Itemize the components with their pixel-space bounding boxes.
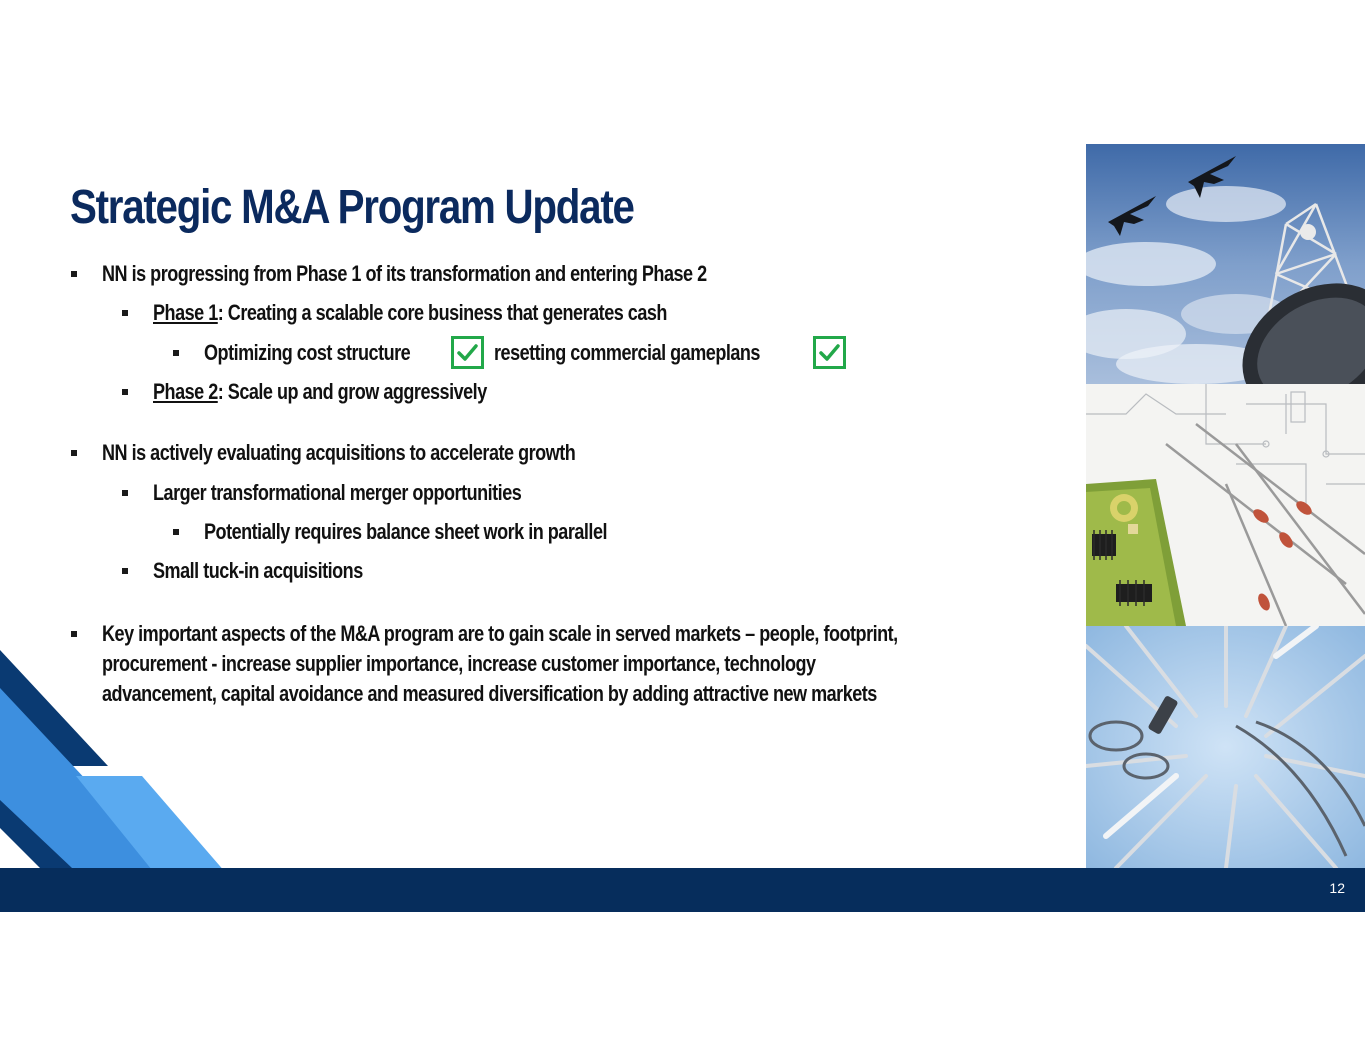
footer-bar bbox=[0, 868, 1365, 912]
checkbox-checked-icon bbox=[813, 336, 846, 369]
checkmark-icon bbox=[816, 339, 843, 366]
bullet-text: Small tuck-in acquisitions bbox=[153, 558, 363, 583]
bullet-text-line-1: Key important aspects of the M&A program are to gain scale in served markets – people, footprint, bbox=[102, 621, 898, 646]
phase-1-text: : Creating a scalable core business that generates cash bbox=[217, 300, 667, 325]
bullet-text: Larger transformational merger opportunities bbox=[153, 480, 522, 505]
phase-2-text: : Scale up and grow aggressively bbox=[217, 379, 487, 404]
photo-column bbox=[1086, 144, 1365, 868]
medical-instruments-photo bbox=[1086, 626, 1365, 868]
bullet-marker bbox=[71, 631, 77, 637]
aerospace-photo bbox=[1086, 144, 1365, 384]
bullet-text bbox=[153, 298, 667, 328]
bullet-marker bbox=[173, 529, 179, 535]
bullet-marker bbox=[173, 350, 179, 356]
bullet-marker bbox=[122, 490, 128, 496]
page-number: 12 bbox=[1329, 880, 1345, 896]
phase-1-label: Phase 1 bbox=[153, 300, 218, 325]
bullet-text: resetting commercial gameplans bbox=[494, 340, 760, 365]
checkmark-icon bbox=[454, 339, 481, 366]
bullet-text-line-3: advancement, capital avoidance and measured diversification by adding attractive new markets bbox=[102, 681, 877, 706]
bullet-marker bbox=[71, 450, 77, 456]
bullet-marker bbox=[122, 568, 128, 574]
checkbox-checked-icon bbox=[451, 336, 484, 369]
bullet-text bbox=[153, 377, 487, 407]
bullet-text: NN is progressing from Phase 1 of its transformation and entering Phase 2 bbox=[102, 261, 707, 286]
bullet-text: NN is actively evaluating acquisitions to accelerate growth bbox=[102, 440, 576, 465]
bullet-marker bbox=[122, 310, 128, 316]
bullet-text-line-2: procurement - increase supplier importance, increase customer importance, technology bbox=[102, 651, 816, 676]
electronics-photo bbox=[1086, 384, 1365, 626]
phase-2-label: Phase 2 bbox=[153, 379, 218, 404]
bullet-marker bbox=[71, 271, 77, 277]
slide-title: Strategic M&A Program Update bbox=[70, 181, 634, 234]
bullet-marker bbox=[122, 389, 128, 395]
bullet-text: Potentially requires balance sheet work in parallel bbox=[204, 519, 608, 544]
bullet-text: Optimizing cost structure bbox=[204, 340, 411, 365]
